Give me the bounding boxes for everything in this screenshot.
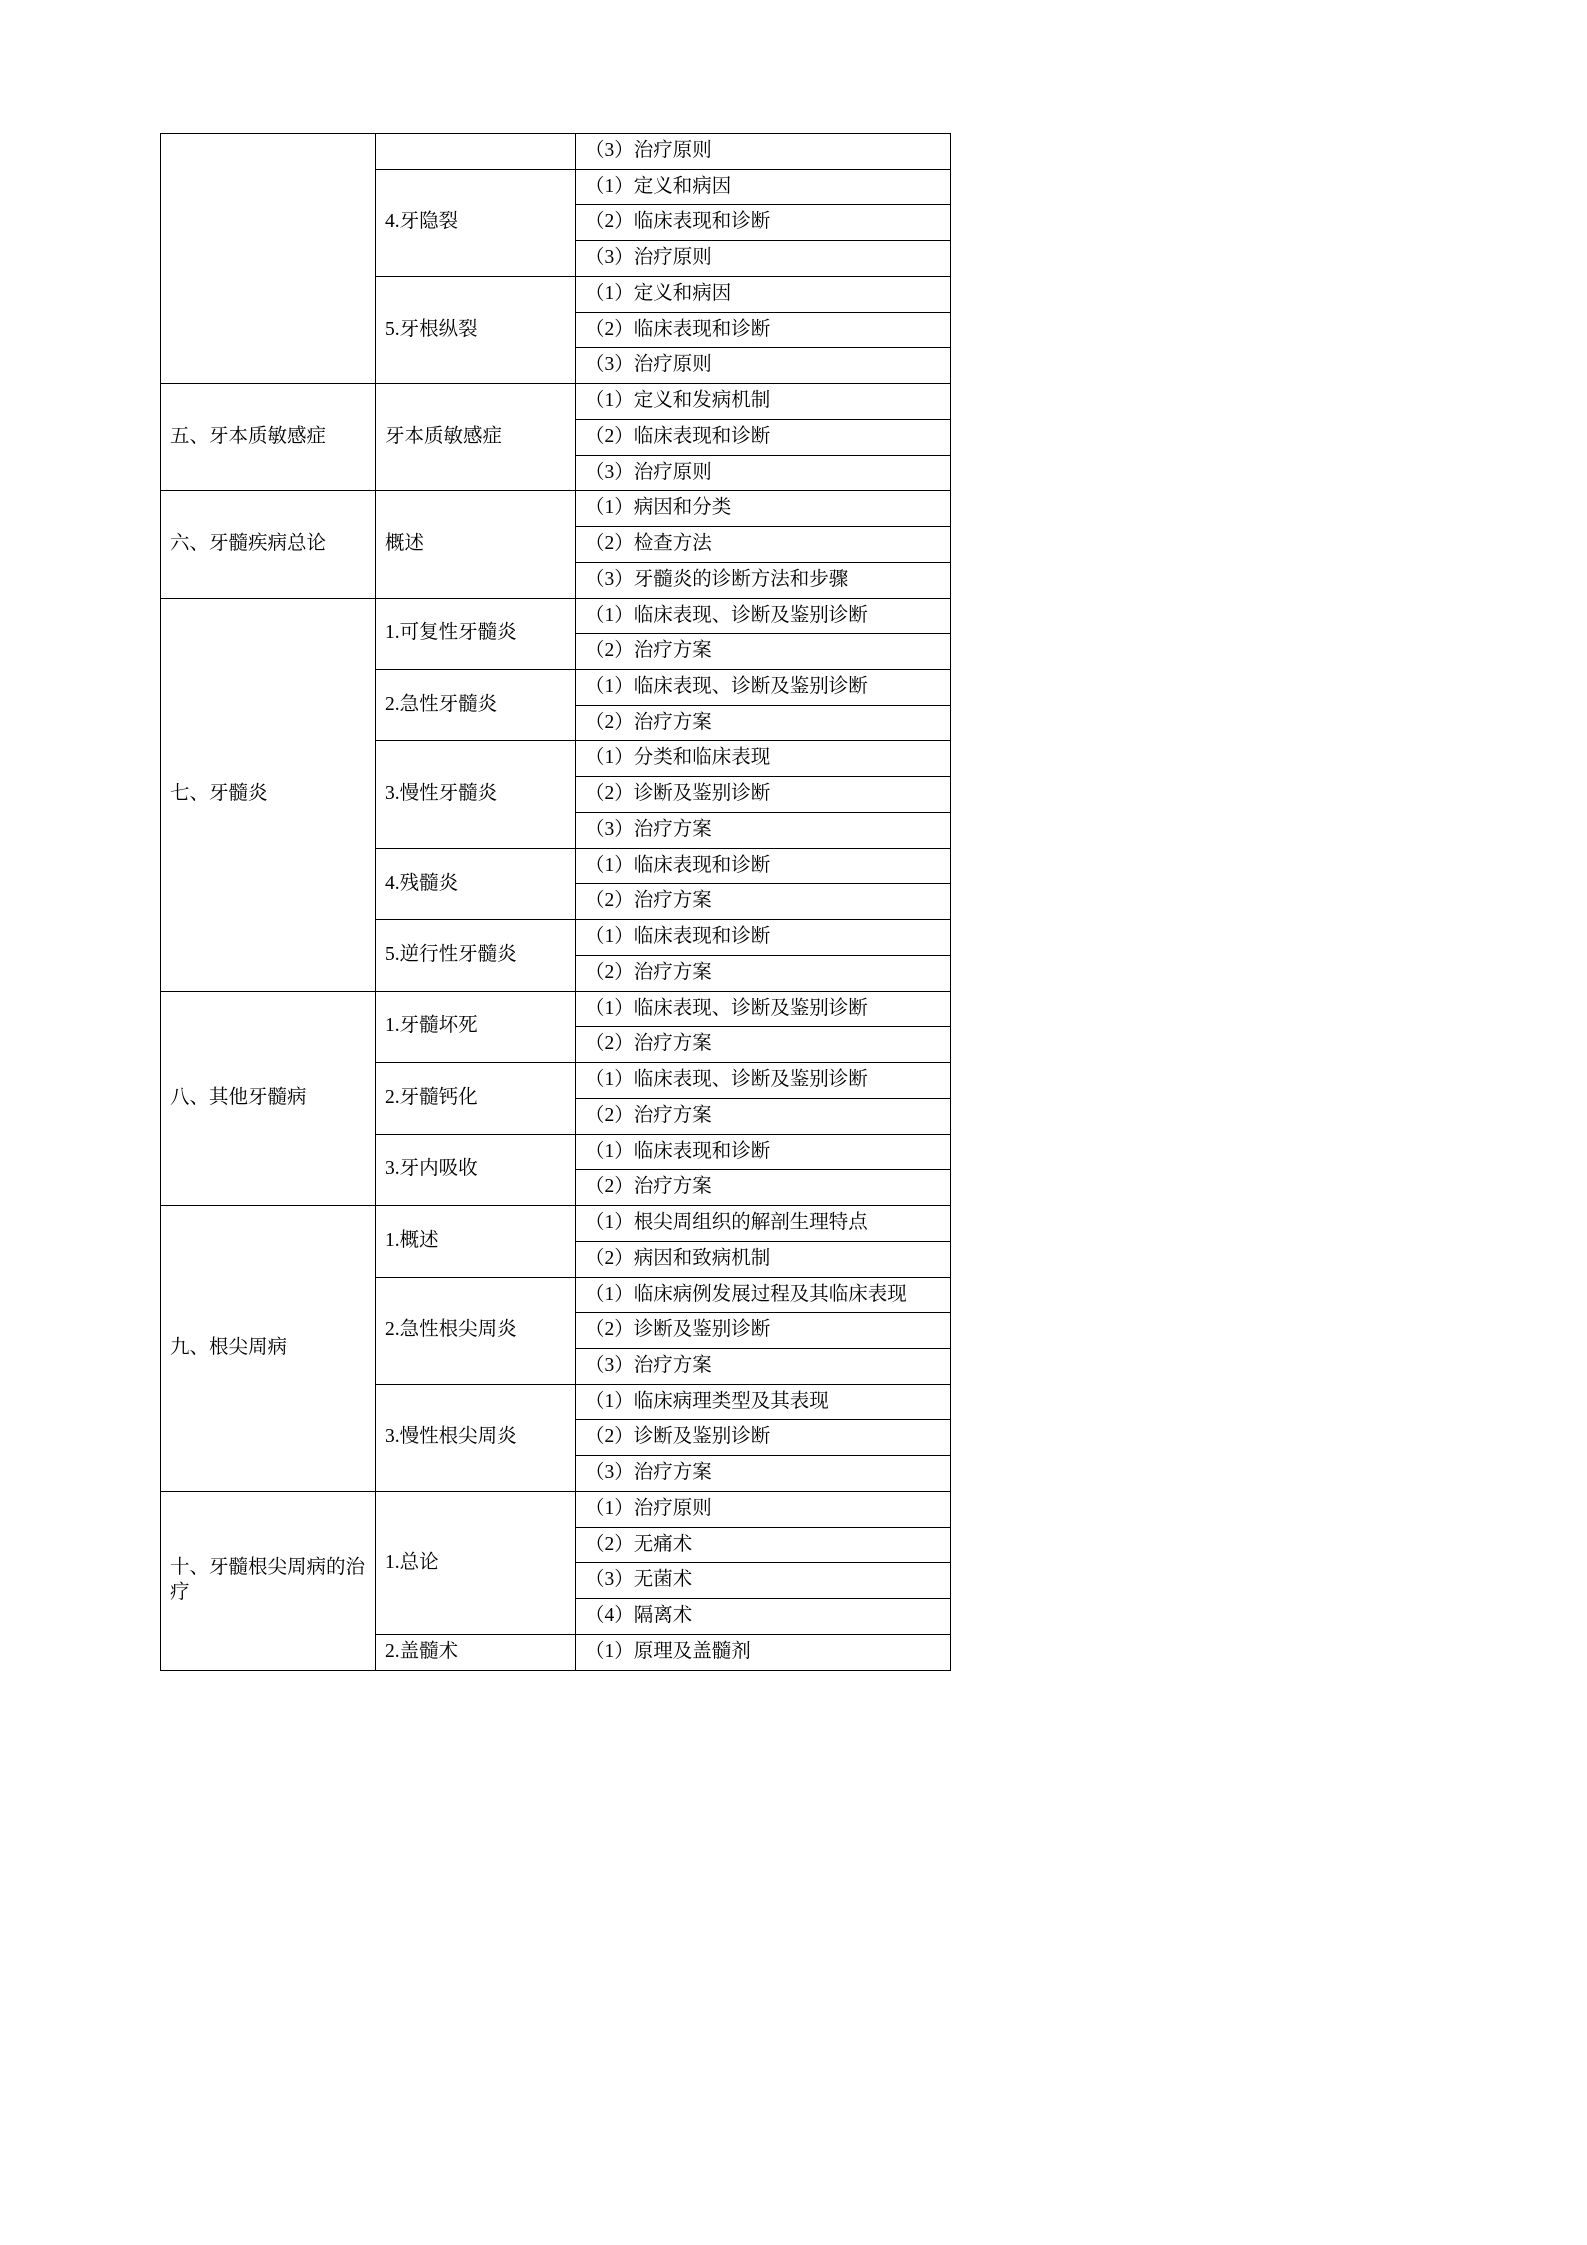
detail-cell: （3）治疗方案 <box>576 1456 951 1492</box>
detail-cell: （2）治疗方案 <box>576 955 951 991</box>
detail-cell: （1）临床表现和诊断 <box>576 848 951 884</box>
detail-cell: （3）治疗原则 <box>576 348 951 384</box>
subsection-cell: 3.牙内吸收 <box>376 1134 576 1205</box>
section-cell-empty <box>161 134 376 384</box>
detail-cell: （3）治疗方案 <box>576 812 951 848</box>
detail-cell: （2）治疗方案 <box>576 1027 951 1063</box>
detail-cell: （1）临床表现、诊断及鉴别诊断 <box>576 670 951 706</box>
detail-cell: （1）分类和临床表现 <box>576 741 951 777</box>
detail-cell: （1）原理及盖髓剂 <box>576 1634 951 1670</box>
detail-cell: （2）治疗方案 <box>576 705 951 741</box>
detail-cell: （3）治疗原则 <box>576 455 951 491</box>
section-cell: 五、牙本质敏感症 <box>161 384 376 491</box>
detail-cell: （1）病因和分类 <box>576 491 951 527</box>
detail-cell: （2）无痛术 <box>576 1527 951 1563</box>
syllabus-outline-table <box>160 133 951 1671</box>
table-row <box>161 134 951 170</box>
section-cell: 七、牙髓炎 <box>161 598 376 991</box>
detail-cell: （3）治疗原则 <box>576 134 951 170</box>
detail-cell: （2）临床表现和诊断 <box>576 205 951 241</box>
detail-cell: （1）定义和病因 <box>576 276 951 312</box>
subsection-cell: 4.牙隐裂 <box>376 169 576 276</box>
subsection-cell: 5.牙根纵裂 <box>376 276 576 383</box>
detail-cell: （1）定义和病因 <box>576 169 951 205</box>
detail-cell: （1）临床病理类型及其表现 <box>576 1384 951 1420</box>
detail-cell: （2）治疗方案 <box>576 1098 951 1134</box>
subsection-cell-empty <box>376 134 576 170</box>
detail-cell: （1）临床表现和诊断 <box>576 920 951 956</box>
detail-cell: （1）根尖周组织的解剖生理特点 <box>576 1206 951 1242</box>
detail-cell: （1）临床病例发展过程及其临床表现 <box>576 1277 951 1313</box>
subsection-cell: 概述 <box>376 491 576 598</box>
section-cell: 六、牙髓疾病总论 <box>161 491 376 598</box>
subsection-cell: 2.盖髓术 <box>376 1634 576 1670</box>
table-row <box>161 1491 951 1527</box>
subsection-cell: 2.急性根尖周炎 <box>376 1277 576 1384</box>
detail-cell: （2）治疗方案 <box>576 634 951 670</box>
detail-cell: （4）隔离术 <box>576 1599 951 1635</box>
detail-cell: （2）检查方法 <box>576 527 951 563</box>
table-row <box>161 991 951 1027</box>
subsection-cell: 4.残髓炎 <box>376 848 576 919</box>
detail-cell: （1）临床表现和诊断 <box>576 1134 951 1170</box>
detail-cell: （1）治疗原则 <box>576 1491 951 1527</box>
table-row <box>161 384 951 420</box>
detail-cell: （3）牙髓炎的诊断方法和步骤 <box>576 562 951 598</box>
subsection-cell: 2.急性牙髓炎 <box>376 670 576 741</box>
syllabus-table-body <box>161 134 951 1671</box>
section-cell: 八、其他牙髓病 <box>161 991 376 1205</box>
detail-cell: （2）诊断及鉴别诊断 <box>576 1313 951 1349</box>
subsection-cell: 2.牙髓钙化 <box>376 1063 576 1134</box>
detail-cell: （1）临床表现、诊断及鉴别诊断 <box>576 991 951 1027</box>
subsection-cell: 5.逆行性牙髓炎 <box>376 920 576 991</box>
detail-cell: （1）定义和发病机制 <box>576 384 951 420</box>
subsection-cell: 1.牙髓坏死 <box>376 991 576 1062</box>
detail-cell: （3）无菌术 <box>576 1563 951 1599</box>
section-cell: 十、牙髓根尖周病的治疗 <box>161 1491 376 1670</box>
table-row <box>161 598 951 634</box>
subsection-cell: 牙本质敏感症 <box>376 384 576 491</box>
subsection-cell: 3.慢性根尖周炎 <box>376 1384 576 1491</box>
subsection-cell: 3.慢性牙髓炎 <box>376 741 576 848</box>
detail-cell: （2）治疗方案 <box>576 884 951 920</box>
section-cell: 九、根尖周病 <box>161 1206 376 1492</box>
subsection-cell: 1.总论 <box>376 1491 576 1634</box>
detail-cell: （2）临床表现和诊断 <box>576 419 951 455</box>
detail-cell: （2）病因和致病机制 <box>576 1241 951 1277</box>
detail-cell: （2）治疗方案 <box>576 1170 951 1206</box>
detail-cell: （1）临床表现、诊断及鉴别诊断 <box>576 598 951 634</box>
detail-cell: （2）诊断及鉴别诊断 <box>576 777 951 813</box>
subsection-cell: 1.可复性牙髓炎 <box>376 598 576 669</box>
detail-cell: （2）临床表现和诊断 <box>576 312 951 348</box>
subsection-cell: 1.概述 <box>376 1206 576 1277</box>
detail-cell: （2）诊断及鉴别诊断 <box>576 1420 951 1456</box>
detail-cell: （3）治疗原则 <box>576 241 951 277</box>
table-row <box>161 491 951 527</box>
detail-cell: （1）临床表现、诊断及鉴别诊断 <box>576 1063 951 1099</box>
detail-cell: （3）治疗方案 <box>576 1348 951 1384</box>
table-row <box>161 1206 951 1242</box>
